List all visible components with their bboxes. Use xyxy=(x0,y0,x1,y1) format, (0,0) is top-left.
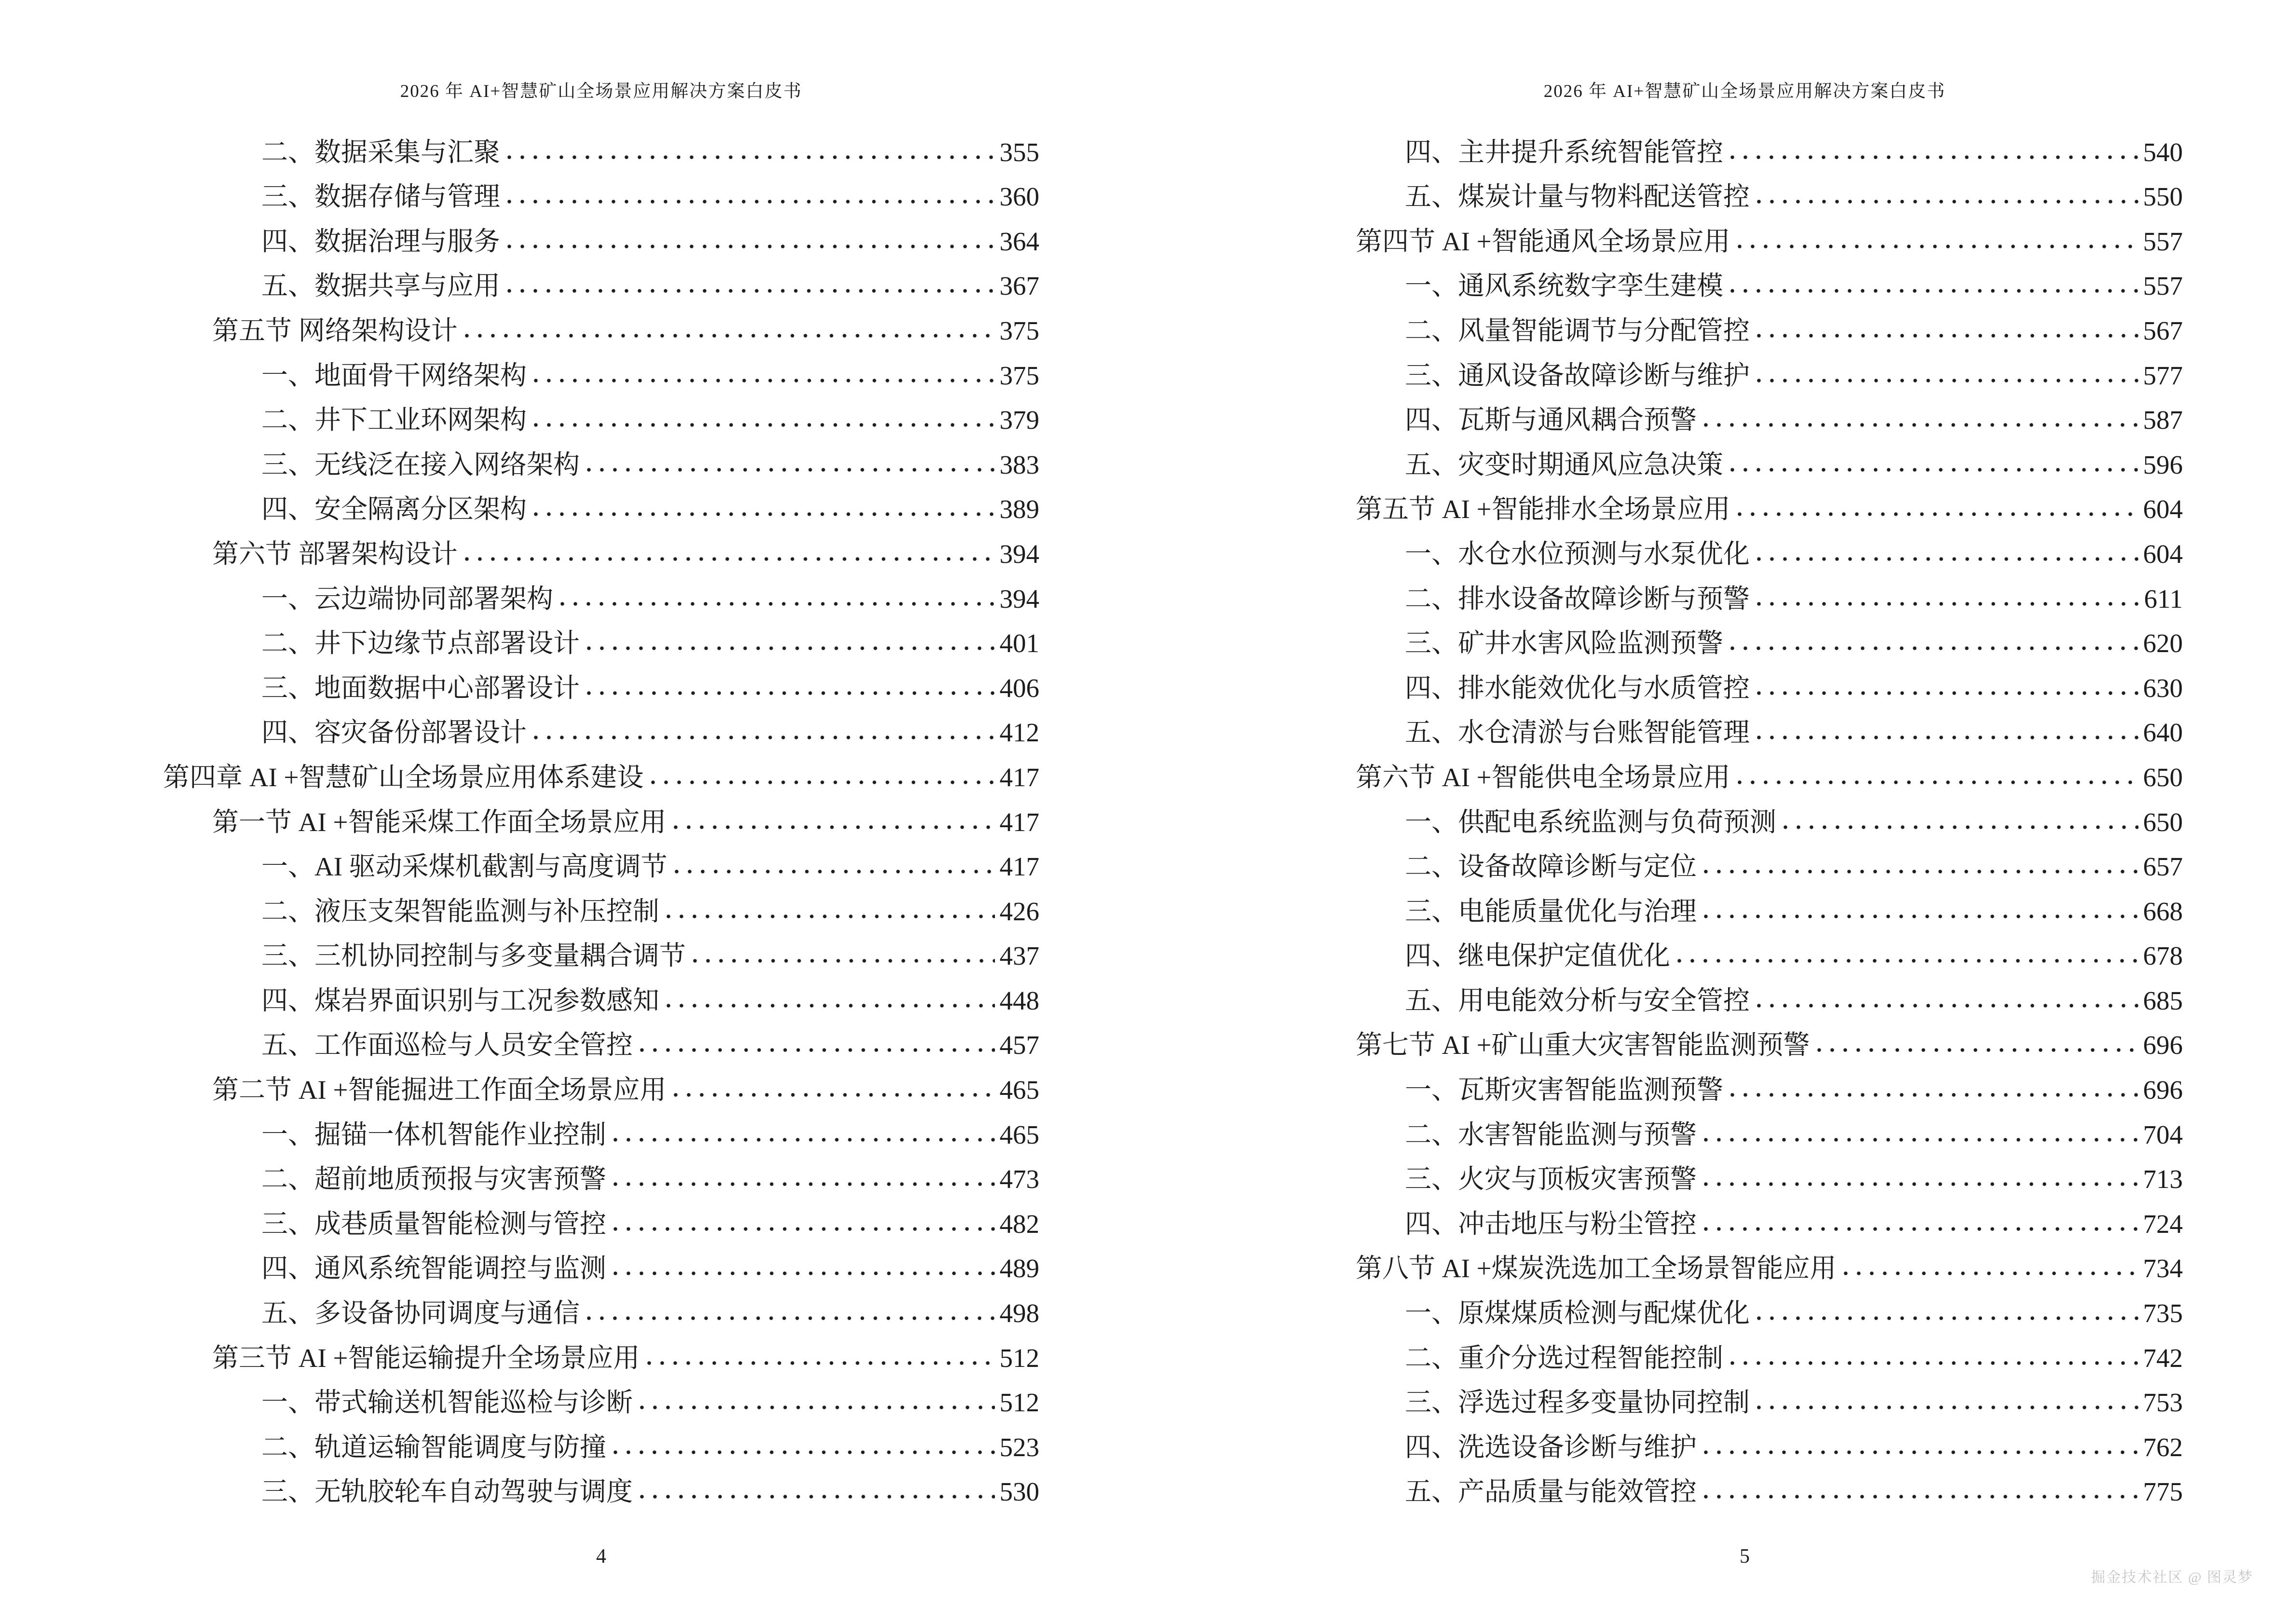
toc-entry-page: 355 xyxy=(999,137,1039,167)
dot-leader xyxy=(693,958,994,963)
toc-entry-title: 第一节 AI +智能采煤工作面全场景应用 xyxy=(212,807,667,837)
dot-leader xyxy=(533,735,994,740)
toc-entry-page: 360 xyxy=(999,182,1039,212)
dot-leader xyxy=(1703,1227,2138,1231)
toc-entry-title: 三、火灾与顶板灾害预警 xyxy=(1405,1164,1697,1194)
toc-list xyxy=(163,121,1039,1505)
dot-leader xyxy=(586,691,994,696)
toc-entry-page: 530 xyxy=(999,1477,1039,1507)
toc-entry-title: 三、矿井水害风险监测预警 xyxy=(1405,628,1724,658)
dot-leader xyxy=(586,1316,994,1321)
toc-entry-page: 604 xyxy=(2143,494,2183,524)
page-number: 5 xyxy=(1740,1545,1750,1568)
toc-entry[interactable] xyxy=(163,835,1039,880)
toc-entry-page: 640 xyxy=(2143,718,2183,748)
toc-entry-page: 417 xyxy=(999,852,1039,882)
dot-leader xyxy=(533,423,994,427)
toc-entry[interactable] xyxy=(1307,1282,2183,1326)
toc-entry-page: 512 xyxy=(999,1343,1039,1373)
toc-entry[interactable] xyxy=(1307,612,2183,657)
toc-entry-title: 第八节 AI +煤炭洗选加工全场景智能应用 xyxy=(1356,1254,1837,1283)
toc-entry[interactable] xyxy=(1307,1192,2183,1237)
toc-entry-page: 465 xyxy=(999,1075,1039,1105)
toc-entry[interactable] xyxy=(163,791,1039,835)
toc-entry-title: 四、通风系统智能调控与监测 xyxy=(261,1254,607,1283)
toc-entry-title: 二、水害智能监测与预警 xyxy=(1405,1119,1697,1149)
dot-leader xyxy=(533,512,994,517)
document-title: 2026 年 AI+智慧矿山全场景应用解决方案白皮书 xyxy=(400,82,803,101)
toc-entry-page: 367 xyxy=(999,271,1039,301)
dot-leader xyxy=(674,869,995,874)
toc-entry[interactable] xyxy=(163,433,1039,478)
toc-entry[interactable] xyxy=(163,344,1039,389)
toc-entry[interactable] xyxy=(1307,1326,2183,1371)
page-header xyxy=(163,81,1039,102)
toc-entry[interactable] xyxy=(1307,567,2183,612)
toc-entry-page: 724 xyxy=(2143,1209,2183,1239)
dot-leader xyxy=(666,914,994,919)
toc-entry-title: 一、带式输送机智能巡检与诊断 xyxy=(261,1388,633,1418)
dot-leader xyxy=(1703,914,2138,919)
dot-leader xyxy=(1783,825,2138,830)
toc-entry-page: 630 xyxy=(2143,673,2183,703)
toc-entry-title: 一、云边端协同部署架构 xyxy=(261,584,554,614)
toc-entry[interactable] xyxy=(1307,1237,2183,1282)
toc-entry-title: 四、冲击地压与粉尘管控 xyxy=(1405,1209,1697,1239)
toc-entry-page: 448 xyxy=(999,985,1039,1015)
dot-leader xyxy=(1756,735,2138,740)
dot-leader xyxy=(613,1227,994,1231)
toc-entry-title: 二、排水设备故障诊断与预警 xyxy=(1405,584,1750,614)
toc-list xyxy=(1307,121,2183,1505)
toc-entry[interactable] xyxy=(163,880,1039,925)
toc-entry[interactable] xyxy=(163,1326,1039,1371)
toc-entry-title: 五、多设备协同调度与通信 xyxy=(261,1298,580,1328)
toc-entry[interactable] xyxy=(163,478,1039,523)
toc-entry-title: 五、煤炭计量与物料配送管控 xyxy=(1405,182,1750,212)
toc-entry-page: 567 xyxy=(2143,315,2183,345)
toc-entry[interactable] xyxy=(163,1148,1039,1193)
dot-leader xyxy=(1703,1494,2138,1499)
toc-entry[interactable] xyxy=(163,1103,1039,1148)
dot-leader xyxy=(613,1450,994,1455)
toc-entry-page: 389 xyxy=(999,494,1039,524)
toc-entry-title: 四、继电保护定值优化 xyxy=(1405,941,1671,971)
toc-entry[interactable] xyxy=(1307,1416,2183,1460)
toc-entry-page: 604 xyxy=(2143,539,2183,569)
toc-entry-title: 一、供配电系统监测与负荷预测 xyxy=(1405,807,1777,837)
toc-entry[interactable] xyxy=(163,389,1039,434)
dot-leader xyxy=(640,1405,994,1410)
toc-entry[interactable] xyxy=(1307,791,2183,835)
dot-leader xyxy=(1756,199,2138,204)
dot-leader xyxy=(673,1092,995,1097)
toc-entry-title: 二、井下边缘节点部署设计 xyxy=(261,628,580,658)
toc-entry-title: 第四节 AI +智能通风全场景应用 xyxy=(1356,226,1730,256)
toc-entry[interactable] xyxy=(163,165,1039,210)
dot-leader xyxy=(1756,601,2139,606)
dot-leader xyxy=(640,1048,994,1052)
toc-entry[interactable] xyxy=(1307,1058,2183,1103)
toc-entry-title: 四、安全隔离分区架构 xyxy=(261,494,527,524)
toc-entry-title: 一、通风系统数字孪生建模 xyxy=(1405,271,1724,301)
dot-leader xyxy=(1756,1003,2138,1008)
toc-entry[interactable] xyxy=(1307,165,2183,210)
dot-leader xyxy=(464,333,995,338)
toc-entry-title: 第七节 AI +矿山重大灾害智能监测预警 xyxy=(1356,1030,1810,1060)
toc-entry[interactable] xyxy=(1307,1103,2183,1148)
toc-entry-title: 三、三机协同控制与多变量耦合调节 xyxy=(261,941,686,971)
toc-entry[interactable] xyxy=(1307,210,2183,255)
toc-entry-page: 417 xyxy=(999,807,1039,837)
toc-entry[interactable] xyxy=(163,299,1039,344)
toc-entry-page: 596 xyxy=(2143,450,2183,479)
dot-leader xyxy=(1703,1450,2138,1455)
toc-entry-title: 三、地面数据中心部署设计 xyxy=(261,673,580,703)
toc-entry[interactable] xyxy=(1307,1148,2183,1193)
toc-entry-title: 第二节 AI +智能掘进工作面全场景应用 xyxy=(212,1075,667,1105)
toc-entry[interactable] xyxy=(163,1237,1039,1282)
page-header xyxy=(1307,81,2183,102)
toc-entry-page: 394 xyxy=(999,584,1039,614)
toc-entry[interactable] xyxy=(163,1416,1039,1460)
toc-entry-title: 三、成巷质量智能检测与管控 xyxy=(261,1209,607,1239)
toc-entry-page: 668 xyxy=(2143,896,2183,926)
dot-leader xyxy=(1756,691,2138,696)
toc-entry-page: 523 xyxy=(999,1432,1039,1462)
dot-leader xyxy=(613,1137,994,1142)
dot-leader xyxy=(613,1271,994,1276)
toc-entry-page: 465 xyxy=(999,1119,1039,1149)
toc-entry-title: 第五节 网络架构设计 xyxy=(212,315,458,345)
toc-entry[interactable] xyxy=(163,1014,1039,1059)
toc-entry-page: 375 xyxy=(999,315,1039,345)
toc-entry-page: 406 xyxy=(999,673,1039,703)
toc-entry-page: 437 xyxy=(999,941,1039,971)
toc-entry-title: 一、地面骨干网络架构 xyxy=(261,360,527,390)
toc-entry[interactable] xyxy=(1307,433,2183,478)
toc-entry-page: 587 xyxy=(2143,405,2183,435)
toc-entry-title: 一、AI 驱动采煤机截割与高度调节 xyxy=(261,852,667,882)
dot-leader xyxy=(507,199,994,204)
toc-entry-page: 417 xyxy=(999,762,1039,792)
dot-leader xyxy=(647,1361,995,1365)
toc-entry-page: 482 xyxy=(999,1209,1039,1239)
toc-entry-page: 412 xyxy=(999,718,1039,748)
toc-entry-title: 二、液压支架智能监测与补压控制 xyxy=(261,896,660,926)
toc-entry-title: 二、轨道运输智能调度与防撞 xyxy=(261,1432,607,1462)
dot-leader xyxy=(640,1494,994,1499)
toc-entry[interactable] xyxy=(1307,299,2183,344)
dot-leader xyxy=(507,288,994,293)
toc-entry[interactable] xyxy=(1307,925,2183,969)
toc-entry-page: 685 xyxy=(2143,985,2183,1015)
toc-entry-title: 三、无轨胶轮车自动驾驶与调度 xyxy=(261,1477,633,1507)
dot-leader xyxy=(666,1003,994,1008)
toc-entry-page: 550 xyxy=(2143,182,2183,212)
dot-leader xyxy=(507,244,994,249)
toc-entry[interactable] xyxy=(163,1058,1039,1103)
toc-entry-title: 第六节 AI +智能供电全场景应用 xyxy=(1356,762,1730,792)
toc-entry-title: 一、掘锚一体机智能作业控制 xyxy=(261,1119,607,1149)
toc-entry-page: 364 xyxy=(999,226,1039,256)
dot-leader xyxy=(1703,1137,2138,1142)
toc-entry[interactable] xyxy=(163,656,1039,701)
toc-entry-page: 426 xyxy=(999,896,1039,926)
toc-entry-title: 一、瓦斯灾害智能监测预警 xyxy=(1405,1075,1724,1105)
dot-leader xyxy=(1730,467,2138,472)
toc-entry-title: 四、洗选设备诊断与维护 xyxy=(1405,1432,1697,1462)
toc-entry-page: 512 xyxy=(999,1388,1039,1418)
dot-leader xyxy=(560,601,994,606)
toc-page-right xyxy=(1144,0,2287,1624)
dot-leader xyxy=(1730,155,2138,160)
toc-entry-page: 473 xyxy=(999,1164,1039,1194)
dot-leader xyxy=(1756,1316,2138,1321)
toc-entry[interactable] xyxy=(163,612,1039,657)
dot-leader xyxy=(1730,1092,2138,1097)
toc-entry-title: 三、数据存储与管理 xyxy=(261,182,501,212)
toc-entry-page: 742 xyxy=(2143,1343,2183,1373)
dot-leader xyxy=(1817,1048,2138,1052)
toc-entry[interactable] xyxy=(1307,835,2183,880)
dot-leader xyxy=(1703,423,2138,427)
toc-entry-page: 678 xyxy=(2143,941,2183,971)
toc-entry[interactable] xyxy=(1307,1371,2183,1416)
toc-entry-title: 三、无线泛在接入网络架构 xyxy=(261,450,580,479)
dot-leader xyxy=(1703,869,2138,874)
toc-entry-title: 三、电能质量优化与治理 xyxy=(1405,896,1697,926)
dot-leader xyxy=(1737,244,2138,249)
dot-leader xyxy=(1756,557,2138,561)
dot-leader xyxy=(651,780,995,785)
dot-leader xyxy=(1756,378,2138,383)
toc-entry-page: 498 xyxy=(999,1298,1039,1328)
toc-entry-title: 二、重介分选过程智能控制 xyxy=(1405,1343,1724,1373)
toc-entry-title: 第六节 部署架构设计 xyxy=(212,539,458,569)
toc-entry-title: 四、容灾备份部署设计 xyxy=(261,718,527,748)
toc-entry-page: 753 xyxy=(2143,1388,2183,1418)
dot-leader xyxy=(507,155,994,160)
toc-entry-page: 762 xyxy=(2143,1432,2183,1462)
toc-entry-title: 五、用电能效分析与安全管控 xyxy=(1405,985,1750,1015)
toc-entry[interactable] xyxy=(1307,255,2183,300)
toc-entry-page: 696 xyxy=(2143,1075,2183,1105)
toc-entry-page: 540 xyxy=(2143,137,2183,167)
dot-leader xyxy=(673,825,995,830)
toc-entry-page: 734 xyxy=(2143,1254,2183,1283)
toc-entry-title: 一、原煤煤质检测与配煤优化 xyxy=(1405,1298,1750,1328)
toc-entry-title: 五、工作面巡检与人员安全管控 xyxy=(261,1030,633,1060)
dot-leader xyxy=(1703,1182,2138,1187)
toc-entry-title: 三、浮选过程多变量协同控制 xyxy=(1405,1388,1750,1418)
dot-leader xyxy=(1730,646,2138,651)
dot-leader xyxy=(586,467,994,472)
toc-entry[interactable] xyxy=(1307,478,2183,523)
dot-leader xyxy=(533,378,994,383)
toc-entry-title: 二、设备故障诊断与定位 xyxy=(1405,852,1697,882)
toc-entry-title: 第四章 AI +智慧矿山全场景应用体系建设 xyxy=(163,762,644,792)
dot-leader xyxy=(1737,780,2138,785)
toc-entry-page: 713 xyxy=(2143,1164,2183,1194)
toc-entry-title: 二、风量智能调节与分配管控 xyxy=(1405,315,1750,345)
toc-entry[interactable] xyxy=(163,1192,1039,1237)
toc-entry-page: 379 xyxy=(999,405,1039,435)
toc-entry-title: 四、主井提升系统智能管控 xyxy=(1405,137,1724,167)
toc-entry[interactable] xyxy=(1307,522,2183,567)
toc-entry-title: 四、排水能效优化与水质管控 xyxy=(1405,673,1750,703)
toc-entry[interactable] xyxy=(163,746,1039,791)
toc-entry-title: 第五节 AI +智能排水全场景应用 xyxy=(1356,494,1730,524)
dot-leader xyxy=(1730,1361,2138,1365)
toc-entry-title: 五、数据共享与应用 xyxy=(261,271,501,301)
toc-entry-page: 394 xyxy=(999,539,1039,569)
dot-leader xyxy=(1756,333,2138,338)
toc-entry-page: 650 xyxy=(2143,762,2183,792)
toc-entry-title: 四、煤岩界面识别与工况参数感知 xyxy=(261,985,660,1015)
dot-leader xyxy=(1677,958,2138,963)
document-title: 2026 年 AI+智慧矿山全场景应用解决方案白皮书 xyxy=(1543,82,1946,101)
toc-entry-page: 577 xyxy=(2143,360,2183,390)
toc-entry-page: 620 xyxy=(2143,628,2183,658)
toc-entry[interactable] xyxy=(1307,701,2183,746)
toc-entry-title: 五、产品质量与能效管控 xyxy=(1405,1477,1697,1507)
toc-entry[interactable] xyxy=(1307,656,2183,701)
toc-entry-title: 四、瓦斯与通风耦合预警 xyxy=(1405,405,1697,435)
dot-leader xyxy=(586,646,994,651)
toc-entry-page: 375 xyxy=(999,360,1039,390)
toc-entry-page: 557 xyxy=(2143,271,2183,301)
toc-entry-title: 五、水仓清淤与台账智能管理 xyxy=(1405,718,1750,748)
toc-entry-page: 383 xyxy=(999,450,1039,479)
toc-entry[interactable] xyxy=(163,925,1039,969)
toc-entry[interactable] xyxy=(163,567,1039,612)
toc-entry[interactable] xyxy=(163,255,1039,300)
toc-entry-title: 二、井下工业环网架构 xyxy=(261,405,527,435)
dot-leader xyxy=(1730,288,2138,293)
toc-entry-title: 四、数据治理与服务 xyxy=(261,226,501,256)
toc-entry-page: 735 xyxy=(2143,1298,2183,1328)
toc-entry-title: 二、数据采集与汇聚 xyxy=(261,137,501,167)
toc-entry[interactable] xyxy=(163,522,1039,567)
toc-entry[interactable] xyxy=(1307,121,2183,165)
toc-entry-title: 三、通风设备故障诊断与维护 xyxy=(1405,360,1750,390)
toc-entry[interactable] xyxy=(163,1371,1039,1416)
toc-entry-page: 611 xyxy=(2144,584,2183,614)
toc-entry[interactable] xyxy=(163,210,1039,255)
toc-entry-title: 一、水仓水位预测与水泵优化 xyxy=(1405,539,1750,569)
toc-entry[interactable] xyxy=(1307,746,2183,791)
toc-entry-page: 489 xyxy=(999,1254,1039,1283)
toc-entry-title: 二、超前地质预报与灾害预警 xyxy=(261,1164,607,1194)
toc-entry[interactable] xyxy=(1307,1460,2183,1505)
toc-entry[interactable] xyxy=(163,701,1039,746)
toc-entry-title: 第三节 AI +智能运输提升全场景应用 xyxy=(212,1343,640,1373)
toc-entry-page: 557 xyxy=(2143,226,2183,256)
toc-entry-page: 775 xyxy=(2143,1477,2183,1507)
toc-entry[interactable] xyxy=(163,969,1039,1014)
dot-leader xyxy=(613,1182,994,1187)
dot-leader xyxy=(1756,1405,2138,1410)
dot-leader xyxy=(464,557,995,561)
toc-entry[interactable] xyxy=(1307,389,2183,434)
toc-entry[interactable] xyxy=(163,1460,1039,1505)
toc-entry[interactable] xyxy=(163,1282,1039,1326)
toc-entry-page: 696 xyxy=(2143,1030,2183,1060)
toc-entry[interactable] xyxy=(1307,969,2183,1014)
toc-entry-page: 657 xyxy=(2143,852,2183,882)
toc-entry[interactable] xyxy=(163,121,1039,165)
toc-entry-page: 704 xyxy=(2143,1119,2183,1149)
dot-leader xyxy=(1737,512,2138,517)
toc-entry-page: 401 xyxy=(999,628,1039,658)
toc-entry[interactable] xyxy=(1307,880,2183,925)
dot-leader xyxy=(1843,1271,2138,1276)
toc-entry-page: 650 xyxy=(2143,807,2183,837)
toc-entry[interactable] xyxy=(1307,344,2183,389)
page-number: 4 xyxy=(596,1545,606,1568)
toc-entry[interactable] xyxy=(1307,1014,2183,1059)
watermark: 掘金技术社区 @ 图灵梦 xyxy=(2091,1569,2253,1585)
toc-entry-title: 五、灾变时期通风应急决策 xyxy=(1405,450,1724,479)
toc-entry-page: 457 xyxy=(999,1030,1039,1060)
